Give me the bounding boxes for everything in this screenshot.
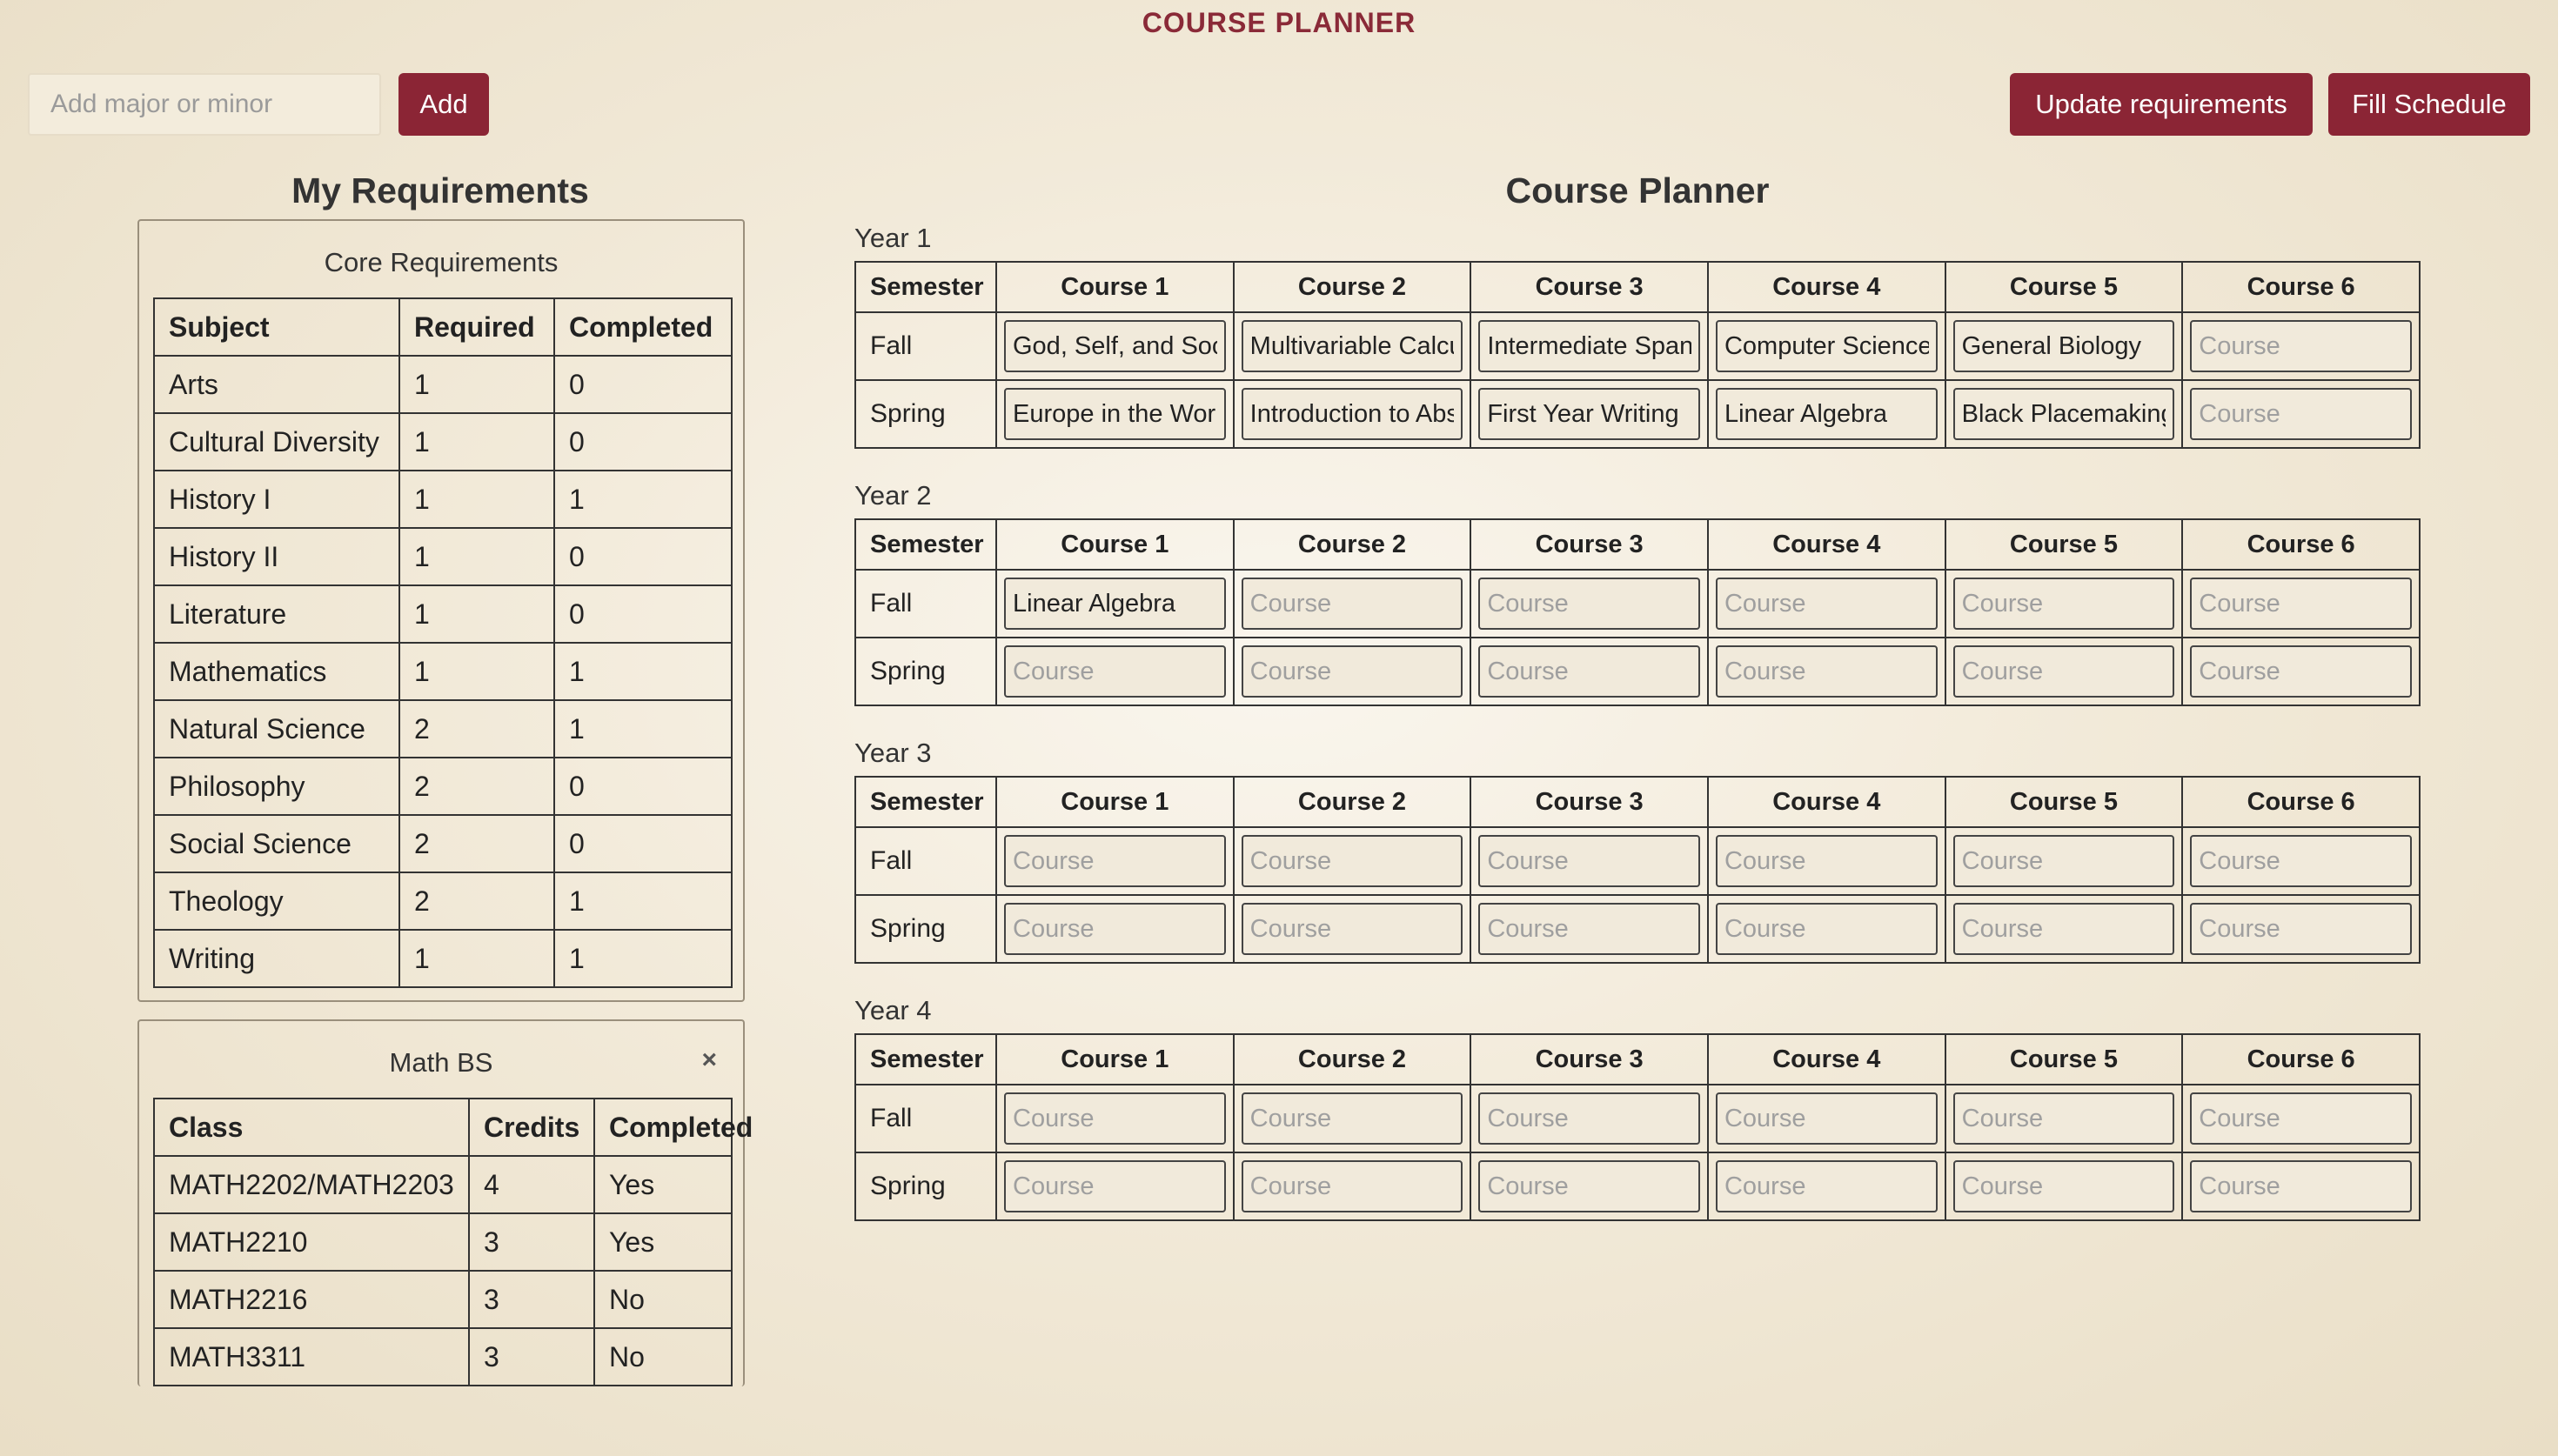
math-bs-panel (137, 1019, 753, 1386)
column-header: Course 1 (996, 777, 1234, 827)
course-input[interactable] (2190, 320, 2412, 372)
column-header: Course 4 (1708, 777, 1945, 827)
course-input[interactable] (1004, 835, 1226, 887)
fill-schedule-button[interactable]: Fill Schedule (2328, 73, 2530, 136)
table-cell: 1 (399, 356, 554, 413)
column-header: Semester (855, 519, 996, 570)
core-requirements-panel (137, 219, 745, 1002)
course-cell (1234, 638, 1471, 705)
course-input[interactable] (1953, 1160, 2175, 1212)
course-cell (1945, 1085, 2183, 1152)
course-cell (2182, 827, 2420, 895)
column-header: Completed (594, 1099, 732, 1156)
table-cell: 1 (399, 930, 554, 987)
semester-label: Fall (855, 1085, 996, 1152)
table-row (154, 1271, 732, 1328)
course-input[interactable] (1478, 320, 1700, 372)
course-cell (1470, 638, 1708, 705)
course-cell (1234, 312, 1471, 380)
course-cell (1470, 312, 1708, 380)
table-cell: Social Science (154, 815, 399, 872)
table-cell: 4 (469, 1156, 594, 1213)
course-input[interactable] (1478, 1092, 1700, 1145)
table-cell: 3 (469, 1328, 594, 1386)
table-header-row (855, 777, 2420, 827)
table-row (154, 413, 732, 471)
course-input[interactable] (1242, 1160, 1463, 1212)
table-cell: 1 (554, 700, 732, 758)
table-row (154, 1328, 732, 1386)
semester-row (855, 570, 2420, 638)
column-header: Course 4 (1708, 1034, 1945, 1085)
table-cell: 1 (554, 930, 732, 987)
table-row (154, 872, 732, 930)
course-input[interactable] (1242, 320, 1463, 372)
course-input[interactable] (1242, 835, 1463, 887)
course-cell (1470, 827, 1708, 895)
table-row (154, 1213, 732, 1271)
course-cell (996, 312, 1234, 380)
column-header: Course 3 (1470, 1034, 1708, 1085)
course-input[interactable] (1478, 578, 1700, 630)
table-row (154, 700, 732, 758)
table-row (154, 528, 732, 585)
column-header: Completed (554, 298, 732, 356)
table-cell: Theology (154, 872, 399, 930)
course-cell (1470, 1085, 1708, 1152)
course-input[interactable] (1716, 578, 1938, 630)
table-cell: No (594, 1271, 732, 1328)
column-header: Course 2 (1234, 262, 1471, 312)
course-input[interactable] (2190, 1092, 2412, 1145)
app-title: COURSE PLANNER (1142, 7, 1416, 38)
table-cell: 1 (554, 872, 732, 930)
course-input[interactable] (1716, 1092, 1938, 1145)
course-cell (1470, 1152, 1708, 1220)
column-header: Course 6 (2182, 777, 2420, 827)
course-input[interactable] (1478, 1160, 1700, 1212)
semester-label: Spring (855, 1152, 996, 1220)
course-input[interactable] (2190, 388, 2412, 440)
semester-label: Fall (855, 827, 996, 895)
core-requirements-title: Core Requirements (324, 247, 559, 277)
column-header: Required (399, 298, 554, 356)
semester-row (855, 1085, 2420, 1152)
course-cell (1945, 638, 2183, 705)
add-major-input[interactable] (28, 73, 381, 136)
table-cell: History I (154, 471, 399, 528)
course-input[interactable] (2190, 645, 2412, 698)
course-cell (2182, 895, 2420, 963)
course-input[interactable] (1478, 903, 1700, 955)
course-cell (1708, 380, 1945, 448)
table-row (154, 758, 732, 815)
column-header: Course 3 (1470, 777, 1708, 827)
course-cell (1708, 1085, 1945, 1152)
course-cell (996, 1152, 1234, 1220)
table-cell: 3 (469, 1213, 594, 1271)
course-input[interactable] (1242, 578, 1463, 630)
column-header: Semester (855, 777, 996, 827)
table-cell: 1 (399, 643, 554, 700)
course-cell (1945, 312, 2183, 380)
table-cell: 1 (399, 413, 554, 471)
course-input[interactable] (1478, 835, 1700, 887)
column-header: Course 5 (1945, 519, 2183, 570)
table-row (154, 930, 732, 987)
close-icon[interactable]: × (701, 1045, 717, 1074)
requirements-heading: My Requirements (291, 170, 589, 210)
course-input[interactable] (1004, 388, 1226, 440)
course-cell (996, 570, 1234, 638)
course-input[interactable] (1004, 320, 1226, 372)
column-header: Course 1 (996, 262, 1234, 312)
semester-label: Spring (855, 638, 996, 705)
semester-row (855, 380, 2420, 448)
course-input[interactable] (1242, 388, 1463, 440)
top-toolbar (28, 73, 2530, 136)
course-input[interactable] (1478, 388, 1700, 440)
table-cell: 0 (554, 815, 732, 872)
course-cell (2182, 570, 2420, 638)
course-cell (1945, 570, 2183, 638)
course-input[interactable] (1004, 1092, 1226, 1145)
course-cell (1708, 895, 1945, 963)
semester-row (855, 1152, 2420, 1220)
course-cell (1234, 895, 1471, 963)
table-cell: 3 (469, 1271, 594, 1328)
column-header: Course 1 (996, 1034, 1234, 1085)
course-input[interactable] (1242, 645, 1463, 698)
column-header: Course 5 (1945, 1034, 2183, 1085)
update-requirements-button[interactable]: Update requirements (2010, 73, 2313, 136)
column-header: Course 6 (2182, 1034, 2420, 1085)
column-header: Course 4 (1708, 519, 1945, 570)
table-header-row (855, 519, 2420, 570)
year-2-table (854, 518, 2421, 706)
table-cell: 2 (399, 872, 554, 930)
column-header: Semester (855, 262, 996, 312)
course-input[interactable] (1716, 388, 1938, 440)
course-cell (1470, 895, 1708, 963)
semester-row (855, 895, 2420, 963)
column-header: Course 5 (1945, 262, 2183, 312)
column-header: Course 2 (1234, 1034, 1471, 1085)
table-cell: MATH3311 (154, 1328, 469, 1386)
column-header: Class (154, 1099, 469, 1156)
course-input[interactable] (1716, 1160, 1938, 1212)
course-input[interactable] (2190, 578, 2412, 630)
table-row (154, 356, 732, 413)
column-header: Course 5 (1945, 777, 2183, 827)
course-cell (996, 380, 1234, 448)
column-header: Course 6 (2182, 519, 2420, 570)
column-header: Course 6 (2182, 262, 2420, 312)
course-input[interactable] (1953, 578, 2175, 630)
column-header: Course 2 (1234, 777, 1471, 827)
math-bs-table (153, 1098, 753, 1386)
year-label: Year 3 (854, 738, 932, 768)
table-cell: Writing (154, 930, 399, 987)
course-input[interactable] (1478, 645, 1700, 698)
course-cell (996, 1085, 1234, 1152)
course-input[interactable] (2190, 1160, 2412, 1212)
course-cell (1708, 312, 1945, 380)
table-cell: 2 (399, 700, 554, 758)
table-row (154, 1156, 732, 1213)
course-cell (1234, 570, 1471, 638)
year-3-table (854, 776, 2421, 964)
course-cell (1470, 570, 1708, 638)
course-input[interactable] (1004, 1160, 1226, 1212)
semester-label: Spring (855, 895, 996, 963)
table-cell: 0 (554, 528, 732, 585)
course-input[interactable] (1953, 388, 2175, 440)
course-input[interactable] (2190, 835, 2412, 887)
course-cell (1708, 1152, 1945, 1220)
semester-row (855, 638, 2420, 705)
column-header: Credits (469, 1099, 594, 1156)
table-cell: 0 (554, 585, 732, 643)
table-header-row (855, 1034, 2420, 1085)
course-input[interactable] (1004, 645, 1226, 698)
course-cell (2182, 1085, 2420, 1152)
course-cell (1708, 570, 1945, 638)
table-header-row (154, 1099, 732, 1156)
table-cell: 1 (554, 471, 732, 528)
course-cell (1234, 1085, 1471, 1152)
table-cell: History II (154, 528, 399, 585)
course-input[interactable] (1716, 645, 1938, 698)
course-cell (2182, 380, 2420, 448)
course-input[interactable] (1242, 1092, 1463, 1145)
table-row (154, 643, 732, 700)
add-major-button[interactable]: Add (398, 73, 489, 136)
course-input[interactable] (1953, 645, 2175, 698)
course-cell (1708, 638, 1945, 705)
table-header-row (855, 262, 2420, 312)
column-header: Course 2 (1234, 519, 1471, 570)
course-input[interactable] (1953, 320, 2175, 372)
course-input[interactable] (1716, 320, 1938, 372)
course-cell (1945, 895, 2183, 963)
course-cell (996, 827, 1234, 895)
table-cell: Mathematics (154, 643, 399, 700)
course-cell (2182, 312, 2420, 380)
table-cell: 2 (399, 815, 554, 872)
table-cell: 0 (554, 758, 732, 815)
course-input[interactable] (1953, 1092, 2175, 1145)
table-cell: 0 (554, 413, 732, 471)
course-cell (1945, 827, 2183, 895)
semester-label: Fall (855, 312, 996, 380)
table-cell: 2 (399, 758, 554, 815)
table-cell: MATH2210 (154, 1213, 469, 1271)
course-cell (1234, 380, 1471, 448)
year-label: Year 1 (854, 223, 932, 253)
table-cell: MATH2202/MATH2203 (154, 1156, 469, 1213)
course-cell (1470, 380, 1708, 448)
course-input[interactable] (2190, 903, 2412, 955)
year-1-table (854, 261, 2421, 449)
semester-label: Spring (855, 380, 996, 448)
course-input[interactable] (1716, 835, 1938, 887)
table-cell: Yes (594, 1213, 732, 1271)
table-cell: Natural Science (154, 700, 399, 758)
table-cell: Yes (594, 1156, 732, 1213)
planner-heading: Course Planner (1505, 170, 1770, 210)
course-input[interactable] (1004, 903, 1226, 955)
course-cell (1945, 1152, 2183, 1220)
table-header-row (154, 298, 732, 356)
table-cell: 1 (399, 585, 554, 643)
year-label: Year 4 (854, 995, 932, 1025)
table-row (154, 585, 732, 643)
table-cell: 1 (554, 643, 732, 700)
table-cell: No (594, 1328, 732, 1386)
table-cell: Arts (154, 356, 399, 413)
table-cell: Literature (154, 585, 399, 643)
course-cell (1234, 1152, 1471, 1220)
course-cell (1234, 827, 1471, 895)
core-requirements-table (153, 297, 733, 988)
course-cell (1708, 827, 1945, 895)
course-input[interactable] (1953, 903, 2175, 955)
table-row (154, 815, 732, 872)
course-input[interactable] (1242, 903, 1463, 955)
course-cell (996, 638, 1234, 705)
column-header: Subject (154, 298, 399, 356)
semester-label: Fall (855, 570, 996, 638)
table-row (154, 471, 732, 528)
table-cell: 1 (399, 471, 554, 528)
column-header: Course 3 (1470, 262, 1708, 312)
course-input[interactable] (1004, 578, 1226, 630)
course-cell (2182, 638, 2420, 705)
course-input[interactable] (1953, 835, 2175, 887)
table-cell: Cultural Diversity (154, 413, 399, 471)
table-cell: Philosophy (154, 758, 399, 815)
column-header: Semester (855, 1034, 996, 1085)
semester-row (855, 827, 2420, 895)
course-cell (1945, 380, 2183, 448)
column-header: Course 3 (1470, 519, 1708, 570)
table-cell: MATH2216 (154, 1271, 469, 1328)
course-cell (996, 895, 1234, 963)
semester-row (855, 312, 2420, 380)
year-4-table (854, 1033, 2421, 1221)
year-label: Year 2 (854, 480, 932, 511)
course-input[interactable] (1716, 903, 1938, 955)
table-cell: 0 (554, 356, 732, 413)
column-header: Course 4 (1708, 262, 1945, 312)
math-bs-title: Math BS (389, 1047, 493, 1078)
table-cell: 1 (399, 528, 554, 585)
column-header: Course 1 (996, 519, 1234, 570)
course-cell (2182, 1152, 2420, 1220)
